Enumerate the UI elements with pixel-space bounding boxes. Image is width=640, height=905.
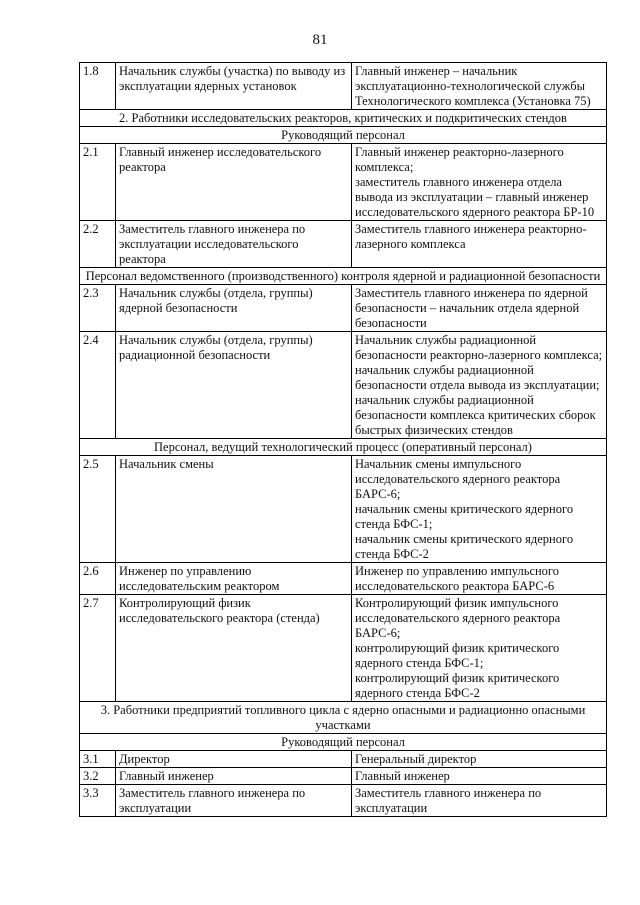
equivalent-position-cell: Инженер по управлению импульсного исследовательского реактора БАРС-6 — [352, 563, 607, 595]
equivalent-position-cell: Заместитель главного инженера реакторно-лазерного комплекса — [352, 221, 607, 268]
position-cell: Начальник службы (отдела, группы) ядерной безопасности — [116, 285, 352, 332]
position-cell: Начальник службы (участка) по выводу из эксплуатации ядерных установок — [116, 63, 352, 110]
equivalent-position-cell: Главный инженер — [352, 768, 607, 785]
subsection-heading: Персонал, ведущий технологический процесс (оперативный персонал) — [80, 439, 607, 456]
position-cell: Заместитель главного инженера по эксплуатации — [116, 785, 352, 817]
subsection-heading: Руководящий персонал — [80, 127, 607, 144]
table-row — [80, 332, 607, 439]
table-row — [80, 751, 607, 768]
table-row — [80, 595, 607, 702]
positions-table — [79, 62, 607, 817]
section-heading: 2. Работники исследовательских реакторов, критических и подкритических стендов — [80, 110, 607, 127]
position-cell: Главный инженер исследовательского реактора — [116, 144, 352, 221]
table-body — [80, 63, 607, 817]
section-header-row — [80, 702, 607, 734]
subsection-header-row — [80, 268, 607, 285]
table-row — [80, 285, 607, 332]
row-number-cell: 2.4 — [80, 332, 116, 439]
table-row — [80, 63, 607, 110]
equivalent-position-cell: Генеральный директор — [352, 751, 607, 768]
row-number-cell: 2.5 — [80, 456, 116, 563]
table-row — [80, 456, 607, 563]
equivalent-position-cell: Главный инженер – начальник эксплуатационно-технологической службы Технологического комплекса (Установка 75) — [352, 63, 607, 110]
row-number-cell: 2.3 — [80, 285, 116, 332]
table-row — [80, 221, 607, 268]
row-number-cell: 3.1 — [80, 751, 116, 768]
position-cell: Заместитель главного инженера по эксплуатации исследовательского реактора — [116, 221, 352, 268]
equivalent-position-cell: Заместитель главного инженера по эксплуатации — [352, 785, 607, 817]
row-number-cell: 2.7 — [80, 595, 116, 702]
equivalent-position-cell: Контролирующий физик импульсного исследовательского ядерного реактора БАРС-6; контролирующий физик критического ядерного стенда БФС-1; контролирующий физик критического ядерного стенда БФС-2 — [352, 595, 607, 702]
subsection-header-row — [80, 734, 607, 751]
row-number-cell: 2.1 — [80, 144, 116, 221]
equivalent-position-cell: Начальник службы радиационной безопасности реакторно-лазерного комплекса; начальник службы радиационной безопасности отдела вывода из эксплуатации; начальник службы радиационной безопасности комплекса критических сборок быстрых физических стендов — [352, 332, 607, 439]
position-cell: Директор — [116, 751, 352, 768]
row-number-cell: 2.2 — [80, 221, 116, 268]
equivalent-position-cell: Главный инженер реакторно-лазерного комплекса; заместитель главного инженера отдела вывода из эксплуатации – главный инженер исследовательского ядерного реактора БР-10 — [352, 144, 607, 221]
position-cell: Главный инженер — [116, 768, 352, 785]
position-cell: Инженер по управлению исследовательским реактором — [116, 563, 352, 595]
table-row — [80, 768, 607, 785]
row-number-cell: 1.8 — [80, 63, 116, 110]
subsection-heading: Руководящий персонал — [80, 734, 607, 751]
section-header-row — [80, 110, 607, 127]
subsection-header-row — [80, 439, 607, 456]
row-number-cell: 2.6 — [80, 563, 116, 595]
page-number: 81 — [312, 32, 328, 48]
table-row — [80, 144, 607, 221]
position-cell: Начальник смены — [116, 456, 352, 563]
row-number-cell: 3.3 — [80, 785, 116, 817]
subsection-header-row — [80, 127, 607, 144]
position-cell: Начальник службы (отдела, группы) радиационной безопасности — [116, 332, 352, 439]
subsection-heading: Персонал ведомственного (производственного) контроля ядерной и радиационной безопасности — [80, 268, 607, 285]
row-number-cell: 3.2 — [80, 768, 116, 785]
table-row — [80, 785, 607, 817]
section-heading: 3. Работники предприятий топливного цикла с ядерно опасными и радиационно опасными участками — [80, 702, 607, 734]
equivalent-position-cell: Заместитель главного инженера по ядерной безопасности – начальник отдела ядерной безопасности — [352, 285, 607, 332]
table-row — [80, 563, 607, 595]
position-cell: Контролирующий физик исследовательского реактора (стенда) — [116, 595, 352, 702]
equivalent-position-cell: Начальник смены импульсного исследовательского ядерного реактора БАРС-6; начальник смены критического ядерного стенда БФС-1; начальник смены критического ядерного стенда БФС-2 — [352, 456, 607, 563]
